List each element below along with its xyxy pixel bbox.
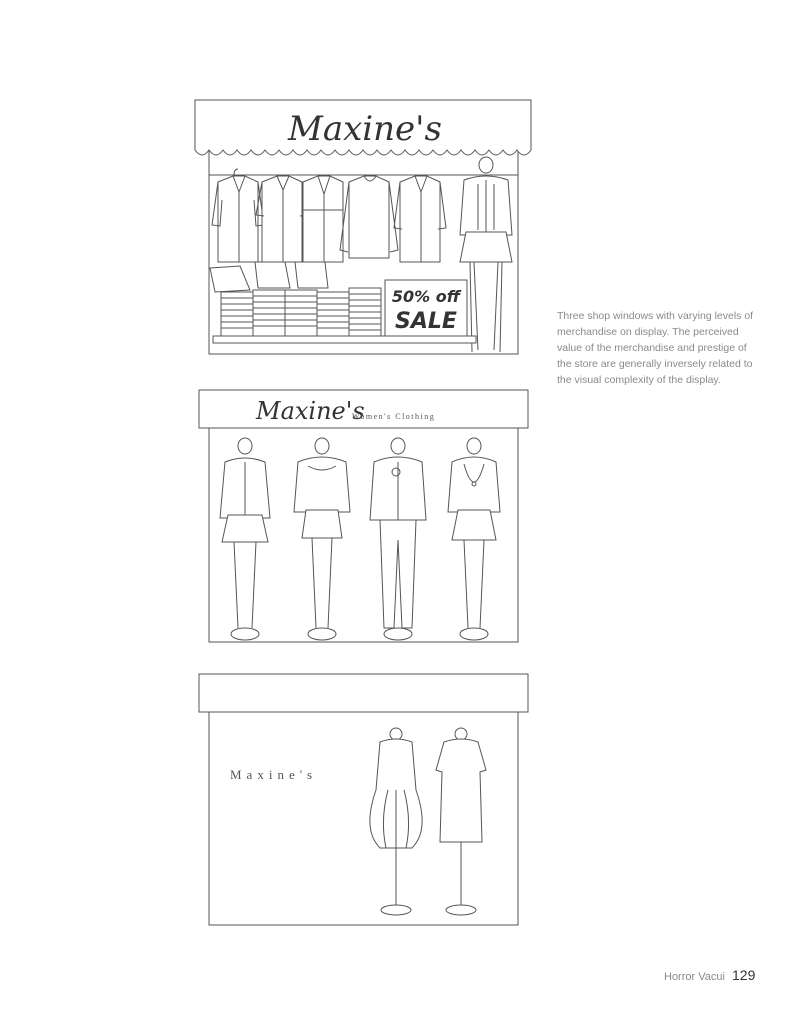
page-footer — [664, 967, 755, 983]
window-3-sign-board — [199, 674, 528, 712]
shirt-4 — [349, 176, 389, 258]
window-1-sign: Maxine's — [288, 109, 442, 149]
shop-window-2 — [199, 390, 528, 642]
window-1-shelf — [213, 336, 476, 343]
sale-sign-line2: SALE — [395, 309, 457, 334]
running-head: Horror Vacui — [664, 971, 725, 983]
figure-caption: Three shop windows with varying levels of merchandise on display. The perceived value of the merchandise and prestige of the store are generally inversely related to the visual complexity of the display. — [557, 310, 754, 386]
shop-window-3 — [199, 674, 528, 925]
hanging-shirts — [212, 169, 446, 262]
shirt-3 — [303, 176, 343, 262]
window-2-subtitle: Women's Clothing — [352, 412, 436, 421]
sale-sign-line1: 50% off — [391, 287, 461, 306]
shop-window-1 — [195, 100, 531, 354]
page-number: 129 — [732, 967, 756, 983]
window-2-sign: Maxine's — [256, 397, 365, 425]
window-3-sign: Maxine's — [230, 767, 318, 782]
